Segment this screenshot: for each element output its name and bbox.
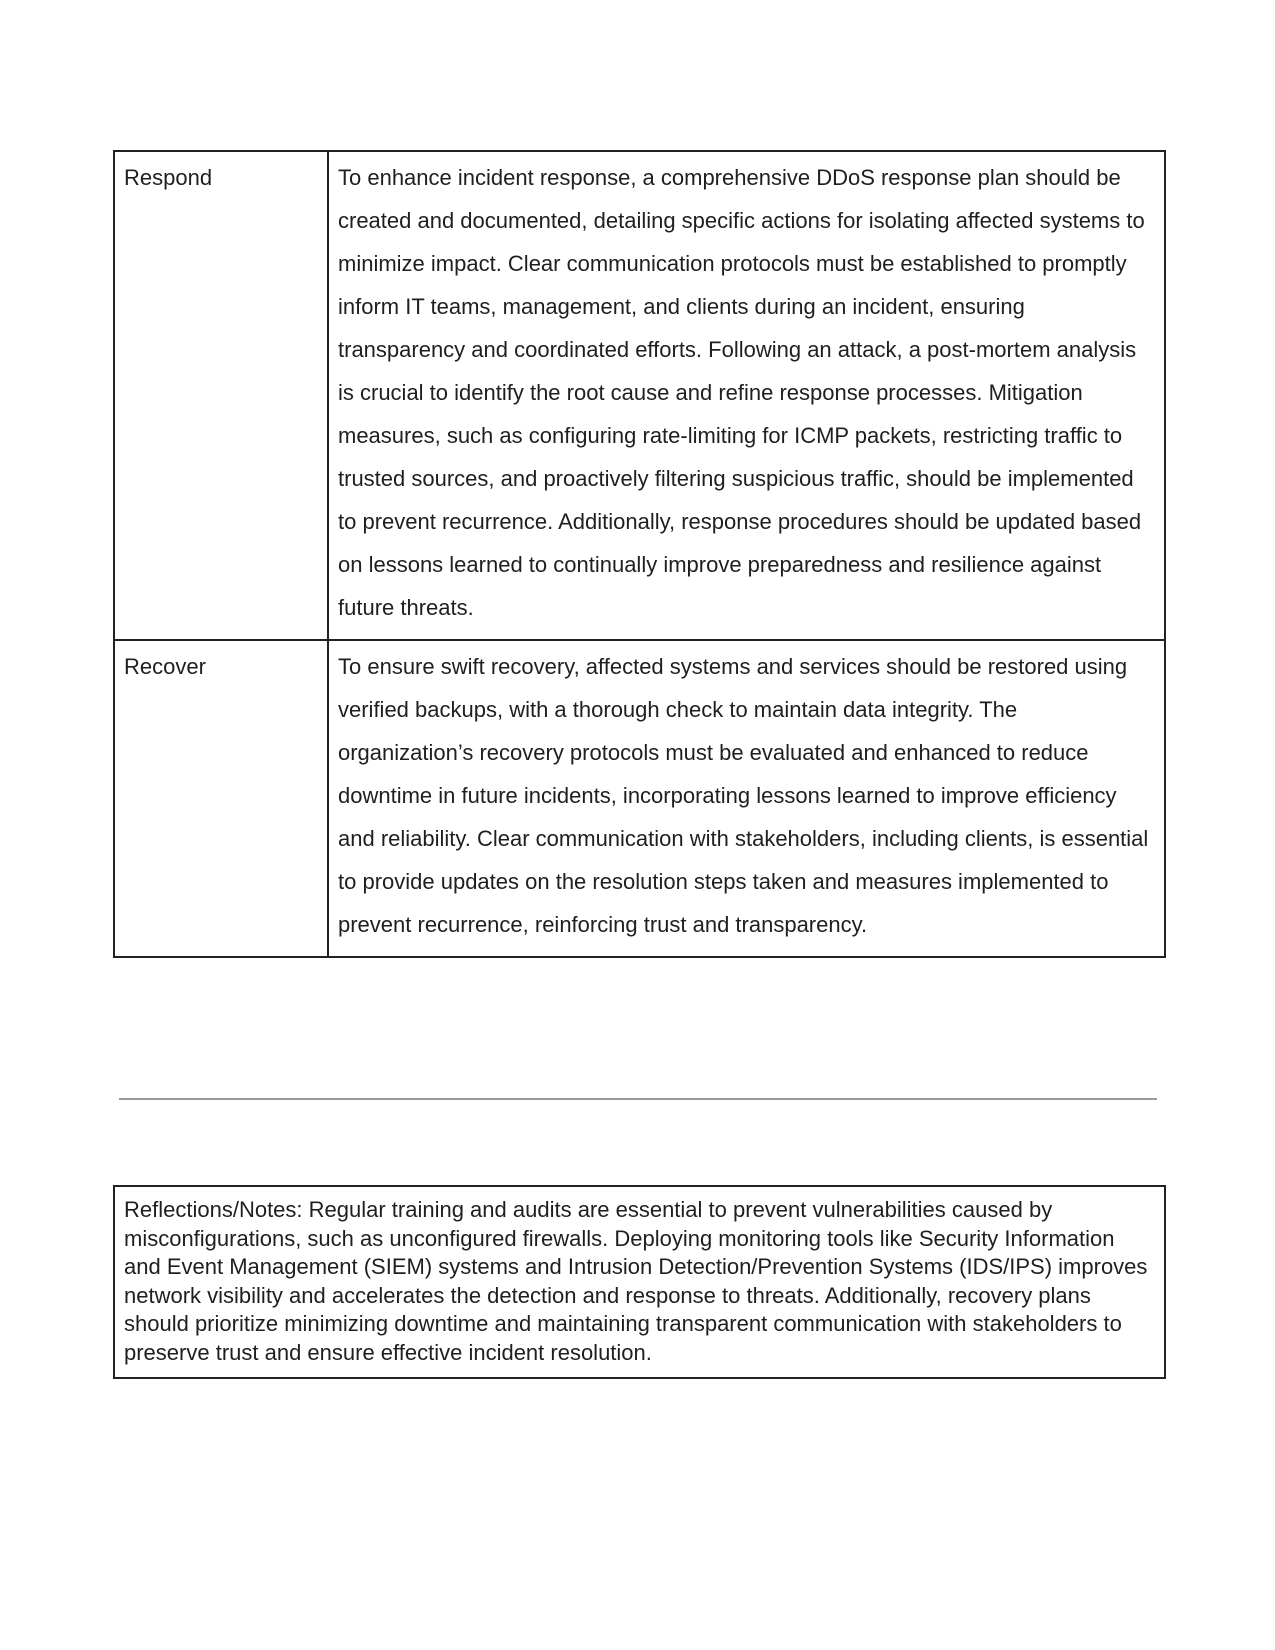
description-cell-recover: To ensure swift recovery, affected systems and services should be restored using verified backups, with a thorough check to maintain data integrity. The organization’s recovery protocols must be evaluated and enhanced to reduce downtime in future incidents, incorporating lessons learned to improve efficiency and reliability. Clear communication with stakeholders, including clients, is essential to provide updates on the resolution steps taken and measures implemented to prevent recurrence, reinforcing trust and transparency.: [328, 640, 1165, 957]
function-cell-recover: Recover: [114, 640, 328, 957]
reflections-notes-box: Reflections/Notes: Regular training and audits are essential to prevent vulnerabilities caused by misconfigurations, such as unconfigured firewalls. Deploying monitoring tools like Security Information and Event Management (SIEM) systems and Intrusion Detection/Prevention Systems (IDS/IPS) improves network visibility and accelerates the detection and response to threats. Additionally, recovery plans should prioritize minimizing downtime and maintaining transparent communication with stakeholders to preserve trust and ensure effective incident resolution.: [113, 1185, 1166, 1379]
table-row-recover: [114, 640, 1165, 957]
description-cell-respond: To enhance incident response, a comprehensive DDoS response plan should be created and documented, detailing specific actions for isolating affected systems to minimize impact. Clear communication protocols must be established to promptly inform IT teams, management, and clients during an incident, ensuring transparency and coordinated efforts. Following an attack, a post-mortem analysis is crucial to identify the root cause and refine response processes. Mitigation measures, such as configuring rate-limiting for ICMP packets, restricting traffic to trusted sources, and proactively filtering suspicious traffic, should be implemented to prevent recurrence. Additionally, response procedures should be updated based on lessons learned to continually improve preparedness and resilience against future threats.: [328, 151, 1165, 640]
nist-function-table: [113, 150, 1166, 958]
horizontal-divider: [119, 1098, 1157, 1100]
function-cell-respond: Respond: [114, 151, 328, 640]
table-row-respond: [114, 151, 1165, 640]
